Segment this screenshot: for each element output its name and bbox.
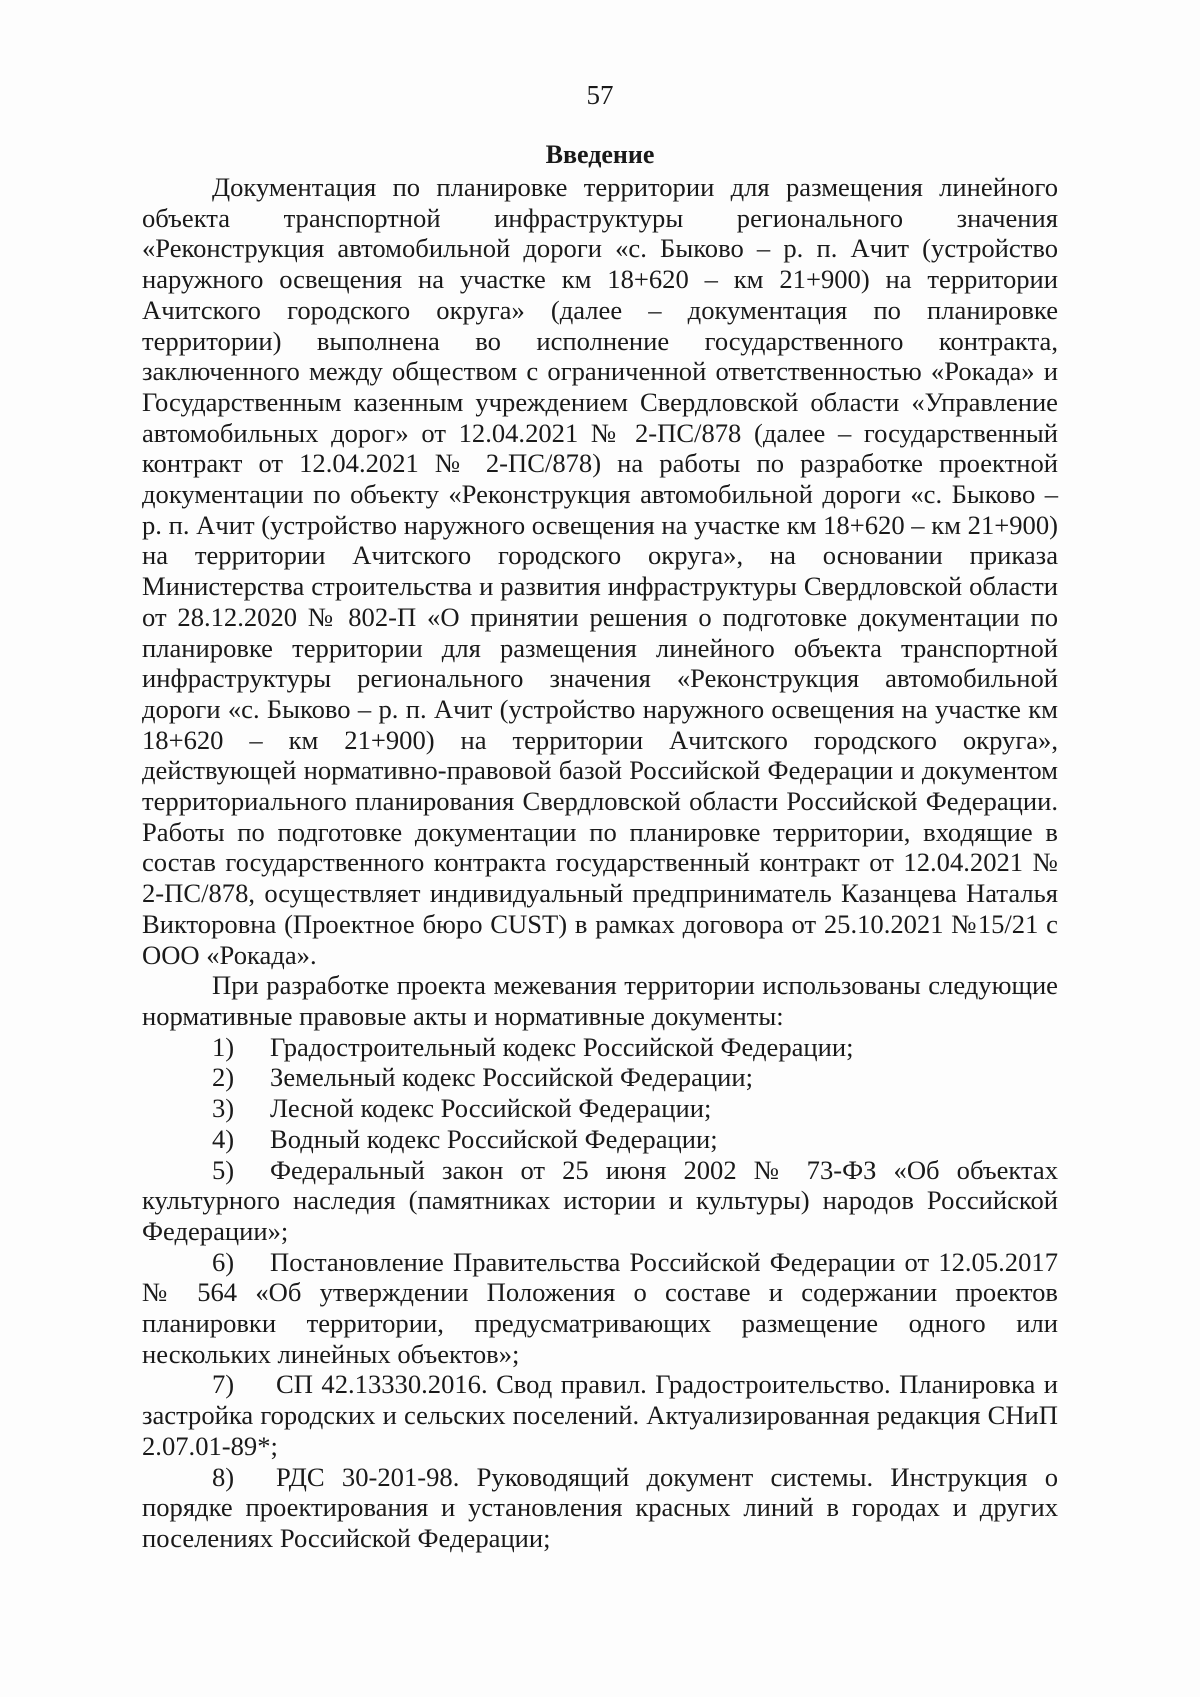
list-item [142,1124,1058,1155]
list-item-number: 5) [212,1154,235,1185]
list-item [142,1155,1058,1247]
list-item-text: Федеральный закон от 25 июня 2002 № 73-ФЗ «Об объектах культурного наследия (памятниках истории и культуры) народов Российской Федерации»; [142,1154,1058,1246]
list-item [142,1247,1058,1370]
document-body [142,172,1058,1554]
list-item-text: СП 42.13330.2016. Свод правил. Градостроительство. Планировка и застройка городских и сельских поселений. Актуализированная редакция СНиП 2.07.01-89*; [142,1369,1058,1461]
section-title: Введение [545,140,655,169]
list-item-text: Лесной кодекс Российской Федерации; [270,1093,712,1124]
list-item [142,1062,1058,1093]
list-item-number: 1) [212,1031,235,1062]
list-item-text: Земельный кодекс Российской Федерации; [270,1062,753,1093]
list-item-number: 2) [212,1062,235,1093]
list-item-text: Водный кодекс Российской Федерации; [270,1123,718,1154]
list-item-number: 6) [212,1246,235,1277]
list-item [142,1462,1058,1554]
intro-paragraph: Документация по планировке территории для размещения линейного объекта транспортной инфраструктуры регионального значения «Реконструкция автомобильной дороги «с. Быково – р. п. Ачит (устройство наружного освещения на участке км 18+620 – км 21+900) на территории Ачитского городского округа» (далее – документация по планировке территории) выполнена во исполнение государственного контракта, заключенного между обществом с ограниченной ответственностью «Рокада» и Государственным казенным учреждением Свердловской области «Управление автомобильных дорог» от 12.04.2021 № 2-ПС/878 (далее – государственный контракт от 12.04.2021 № 2-ПС/878) на работы по разработке проектной документации по объекту «Реконструкция автомобильной дороги «с. Быково – р. п. Ачит (устройство наружного освещения на участке км 18+620 – км 21+900) на территории Ачитского городского округа», на основании приказа Министерства строительства и развития инфраструктуры Свердловской области от 28.12.2020 № 802-П «О принятии решения о подготовке документации по планировке территории для размещения линейного объекта транспортной инфраструктуры регионального значения «Реконструкция автомобильной дороги «с. Быково – р. п. Ачит (устройство наружного освещения на участке км 18+620 – км 21+900) на территории Ачитского городского округа», действующей нормативно-правовой базой Российской Федерации и документом территориального планирования Свердловской области Российской Федерации. Работы по подготовке документации по планировке территории, входящие в состав государственного контракта государственный контракт от 12.04.2021 № 2-ПС/878, осуществляет индивидуальный предприниматель Казанцева Наталья Викторовна (Проектное бюро CUST) в рамках договора от 25.10.2021 №15/21 с ООО «Рокада». [142,172,1058,970]
list-intro-paragraph: При разработке проекта межевания территории использованы следующие нормативные правовые акты и нормативные документы: [142,970,1058,1031]
list-item-number: 7) [212,1369,235,1400]
list-item [142,1032,1058,1063]
page-number: 57 [586,80,614,110]
list-item-text: РДС 30-201-98. Руководящий документ системы. Инструкция о порядке проектирования и установления красных линий в городах и других поселениях Российской Федерации; [142,1461,1058,1553]
list-item-text: Градостроительный кодекс Российской Федерации; [270,1031,854,1062]
list-item-text: Постановление Правительства Российской Федерации от 12.05.2017 № 564 «Об утверждении Положения о составе и содержании проектов планировки территории, предусматривающих размещение одного или нескольких линейных объектов»; [142,1246,1058,1369]
list-item-number: 3) [212,1093,235,1124]
list-item [142,1369,1058,1461]
list-item-number: 4) [212,1123,235,1154]
list-item-number: 8) [212,1461,235,1492]
list-item [142,1093,1058,1124]
